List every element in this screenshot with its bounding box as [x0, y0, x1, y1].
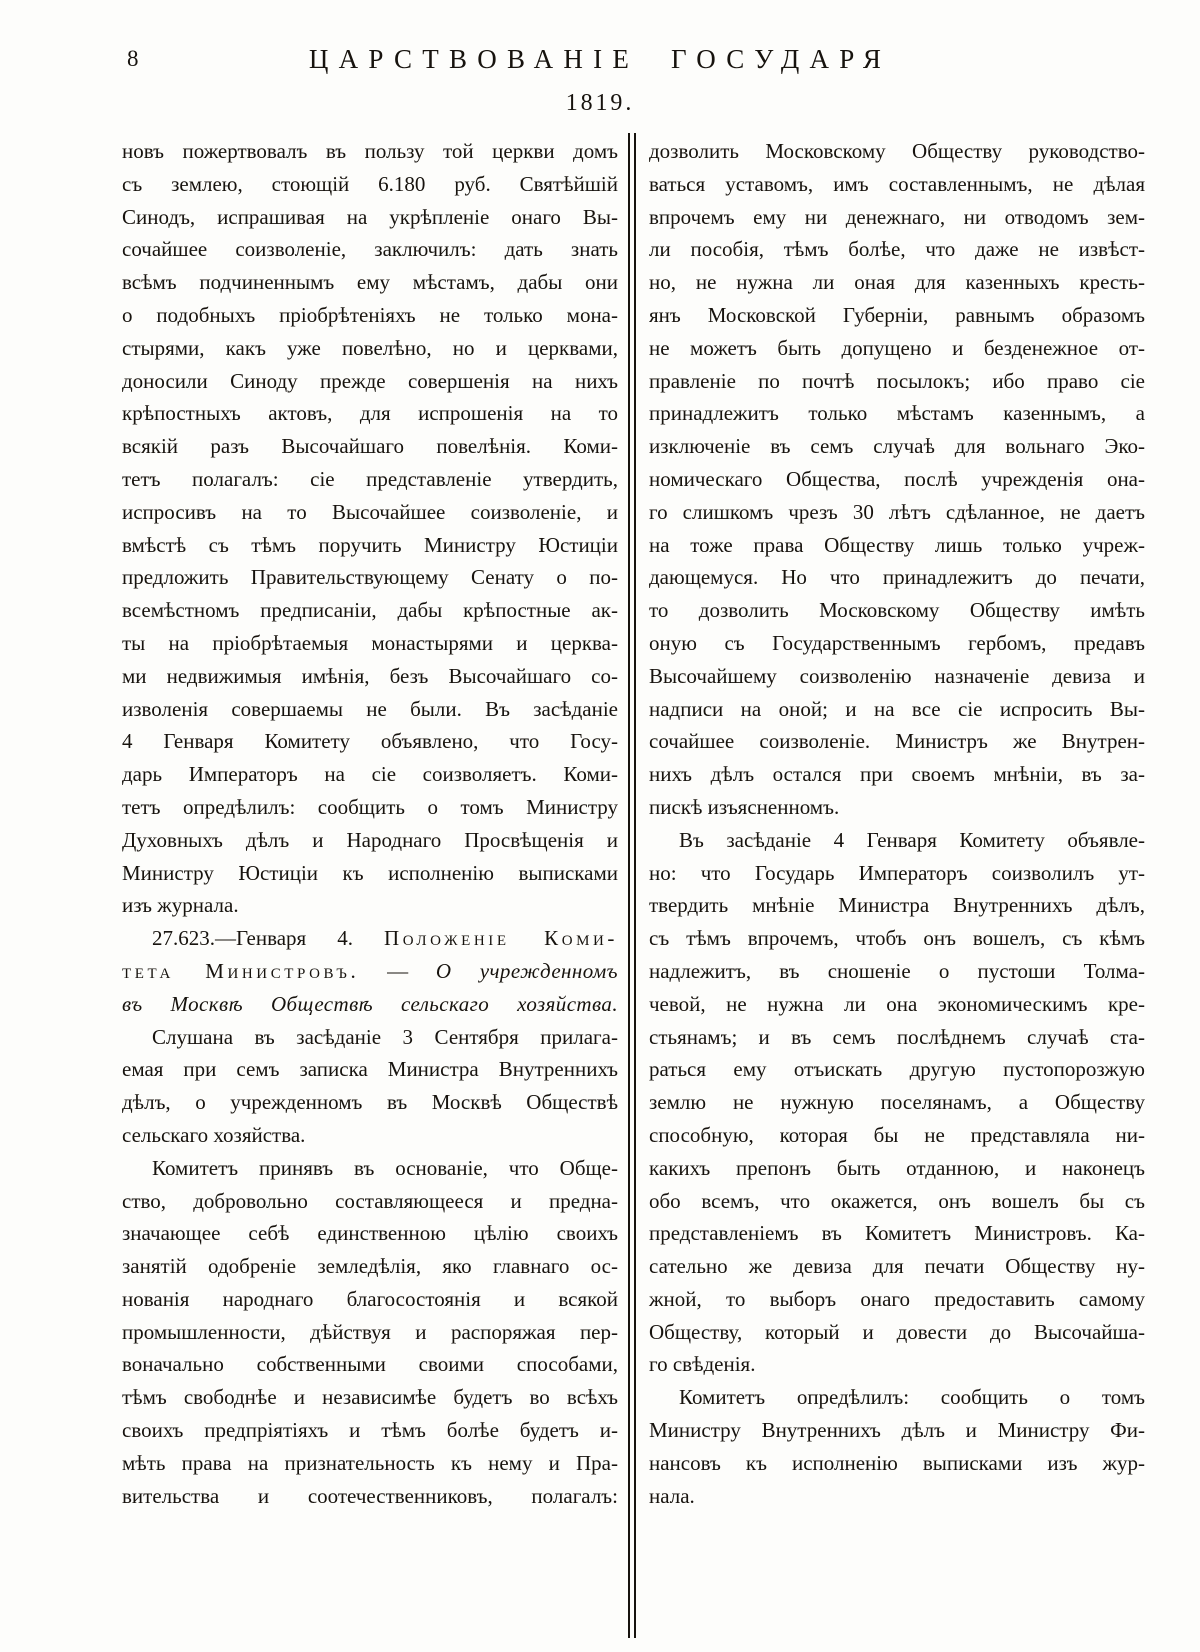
text-line	[649, 1086, 1145, 1119]
text-line	[122, 889, 618, 922]
text-line	[122, 758, 618, 791]
text-line	[122, 1480, 618, 1513]
text-line	[122, 397, 618, 430]
text-line	[122, 1250, 618, 1283]
body-text: дарь Императоръ на сіе соизволяетъ. Коми-	[122, 762, 618, 787]
text-line	[649, 430, 1145, 463]
body-text: номическаго Общества, послѣ учрежденія она-	[649, 466, 1145, 491]
body-text: доносили Синоду прежде совершенія на нихъ	[122, 368, 618, 393]
text-line	[122, 594, 618, 627]
body-text: Синодъ, испрашивая на укрѣпленіе онаго Вы-	[122, 204, 618, 229]
text-line	[122, 791, 618, 824]
body-text: изволенія совершаемы не были. Въ засѣданіе	[122, 696, 618, 721]
body-text: всѣмъ подчиненнымъ ему мѣстамъ, дабы они	[122, 270, 618, 295]
text-line	[649, 1447, 1145, 1480]
text-line	[649, 857, 1145, 890]
text-line	[122, 299, 618, 332]
body-text: но, не нужна ли оная для казенныхъ кресть-	[649, 270, 1145, 295]
text-line	[122, 1217, 618, 1250]
text-line	[122, 1053, 618, 1086]
body-text: дозволить Московскому Обществу руководство-	[649, 139, 1145, 163]
text-line	[649, 168, 1145, 201]
text-line	[122, 1185, 618, 1218]
text-line	[122, 266, 618, 299]
text-line	[122, 725, 618, 758]
text-line	[649, 561, 1145, 594]
body-text: впрочемъ ему ни денежнаго, ни отводомъ зем-	[649, 204, 1145, 229]
body-text: стьянамъ; и въ семъ послѣднемъ случаѣ ста-	[649, 1024, 1145, 1049]
body-text: ваться уставомъ, имъ составленнымъ, не дѣлая	[649, 171, 1145, 196]
text-line	[649, 1250, 1145, 1283]
body-text: о подобныхъ пріобрѣтеніяхъ не только мона-	[122, 302, 618, 327]
body-text: обо всемъ, что окажется, онъ вошелъ бы съ	[649, 1188, 1145, 1213]
text-line	[122, 1152, 618, 1185]
text-line	[649, 332, 1145, 365]
body-text: тѣмъ свободнѣе и независимѣе будетъ во всѣхъ	[122, 1385, 618, 1410]
text-line	[649, 201, 1145, 234]
text-line	[649, 660, 1145, 693]
body-text: на тоже права Обществу лишь только учреж-	[649, 532, 1145, 557]
body-text: жной, то выборъ онаго предоставить самому	[649, 1286, 1145, 1311]
body-text: но: что Государь Императоръ соизволилъ ут-	[649, 860, 1145, 885]
text-line	[122, 1414, 618, 1447]
body-text: всякій разъ Высочайшаго повелѣнія. Коми-	[122, 434, 618, 459]
text-line	[649, 1152, 1145, 1185]
text-line	[122, 824, 618, 857]
body-text: —	[359, 958, 436, 983]
body-text: вмѣстѣ съ тѣмъ поручить Министру Юстиціи	[122, 532, 618, 557]
body-text: Министру Внутреннихъ дѣлъ и Министру Фи-	[649, 1418, 1145, 1443]
entry-heading-smallcaps-text: тета Министровъ.	[122, 958, 360, 983]
text-line	[649, 266, 1145, 299]
text-line	[649, 1316, 1145, 1349]
text-line	[122, 233, 618, 266]
body-text: надлежитъ, въ сношеніе о пустоши Толма-	[649, 958, 1145, 983]
text-line	[122, 135, 618, 168]
text-line	[649, 1185, 1145, 1218]
body-text: промышленности, дѣйствуя и распоряжая пер-	[122, 1319, 618, 1344]
body-text: мѣть права на признательность къ нему и Пра-	[122, 1450, 618, 1475]
body-text: стырями, какъ уже повелѣно, но и церквами,	[122, 335, 618, 360]
body-text: ство, добровольно составляющееся и предна-	[122, 1188, 618, 1213]
text-line	[122, 660, 618, 693]
left-column	[122, 135, 618, 1512]
text-line	[649, 1217, 1145, 1250]
text-line	[122, 1086, 618, 1119]
entry-heading-italic-text: въ Москвѣ Обществѣ сельскаго хозяйства.	[122, 991, 618, 1016]
text-line	[122, 988, 618, 1021]
text-line	[649, 1119, 1145, 1152]
page-number: 8	[127, 46, 139, 71]
body-text: твердить мнѣніе Министра Внутреннихъ дѣлъ,	[649, 893, 1145, 918]
text-line	[122, 529, 618, 562]
body-text: какихъ препонъ быть отданною, и наконецъ	[649, 1155, 1145, 1180]
text-line	[649, 529, 1145, 562]
text-line	[122, 1021, 618, 1054]
text-line	[649, 955, 1145, 988]
body-text: представленіемъ въ Комитетъ Министровъ. Ка-	[649, 1221, 1145, 1246]
text-line	[122, 332, 618, 365]
body-text: воначально собственными своими способами,	[122, 1352, 618, 1377]
body-text: Высочайшему соизволенію назначеніе девиза и	[649, 663, 1145, 688]
text-line	[649, 889, 1145, 922]
text-line	[649, 1348, 1145, 1381]
body-text: съ землею, стоющій 6.180 руб. Святѣйшій	[122, 171, 618, 196]
body-text: принадлежитъ только мѣстамъ казеннымъ, а	[649, 401, 1145, 426]
text-line	[649, 1021, 1145, 1054]
text-line	[649, 1480, 1145, 1513]
text-line	[649, 1414, 1145, 1447]
body-text: тетъ опредѣлилъ: сообщить о томъ Министру	[122, 794, 618, 819]
body-text: съ тѣмъ впрочемъ, чтобъ онъ вошелъ, съ кѣмъ	[649, 926, 1145, 951]
body-text: янъ Московской Губерніи, равнымъ образомъ	[649, 302, 1145, 327]
body-text: ли пособія, тѣмъ болѣе, что даже не извѣст-	[649, 237, 1145, 262]
body-text: Обществу, который и довести до Высочайша-	[649, 1319, 1145, 1344]
body-text: оную съ Государственнымъ гербомъ, предавъ	[649, 630, 1145, 655]
text-line	[122, 496, 618, 529]
text-line	[649, 299, 1145, 332]
text-line	[649, 135, 1145, 168]
body-text: занятій одобреніе земледѣлія, яко главнаго ос-	[122, 1254, 618, 1279]
text-line	[649, 594, 1145, 627]
text-line	[122, 693, 618, 726]
body-text: крѣпостныхъ актовъ, для испрошенія на то	[122, 401, 618, 426]
text-line	[649, 463, 1145, 496]
text-line	[649, 791, 1145, 824]
text-line	[649, 1053, 1145, 1086]
text-line	[649, 725, 1145, 758]
body-text: го слишкомъ чрезъ 30 лѣтъ сдѣланное, не даетъ	[649, 499, 1145, 524]
text-line	[649, 365, 1145, 398]
text-line	[122, 627, 618, 660]
body-text: чевой, не нужна ли она экономическимъ кре-	[649, 991, 1145, 1016]
body-text: предложить Правительствующему Сенату о по-	[122, 565, 618, 590]
text-line	[122, 463, 618, 496]
text-line	[649, 693, 1145, 726]
body-text: сочайшее соизволеніе, заключилъ: дать знать	[122, 237, 618, 262]
body-text: тетъ полагалъ: сіе представленіе утвердить,	[122, 466, 618, 491]
text-line	[122, 1316, 618, 1349]
body-text: пискѣ изъясненномъ.	[649, 794, 840, 819]
text-line	[649, 496, 1145, 529]
right-column	[649, 135, 1145, 1512]
body-text: Комитетъ принявъ въ основаніе, что Обще-	[152, 1155, 618, 1180]
body-text: нансовъ къ исполненію выписками изъ жур-	[649, 1450, 1145, 1475]
entry-heading-italic-text: О учрежденномъ	[435, 958, 619, 983]
body-text: нихъ дѣлъ остался при своемъ мнѣніи, въ за-	[649, 762, 1145, 787]
text-line	[122, 365, 618, 398]
body-text: землю не нужную поселянамъ, а Обществу	[649, 1090, 1145, 1115]
body-text: надписи на оной; и на все сіе испросить Вы-	[649, 696, 1145, 721]
text-line	[122, 1283, 618, 1316]
text-line	[122, 430, 618, 463]
body-text: нала.	[649, 1483, 695, 1508]
text-line	[649, 1283, 1145, 1316]
body-text: Въ засѣданіе 4 Генваря Комитету объявле-	[679, 827, 1145, 852]
text-line	[122, 922, 618, 955]
text-line	[122, 168, 618, 201]
body-text: своихъ предпріятіяхъ и тѣмъ болѣе будетъ и-	[122, 1418, 618, 1443]
text-line	[122, 201, 618, 234]
year-heading: 1819.	[565, 90, 635, 116]
body-text: емая при семъ записка Министра Внутреннихъ	[122, 1057, 618, 1082]
text-line	[649, 922, 1145, 955]
body-text: 4 Генваря Комитету объявлено, что Госу-	[122, 729, 618, 754]
body-text: изключеніе въ семъ случаѣ для вольнаго Эко-	[649, 434, 1145, 459]
body-text: новъ пожертвовалъ въ пользу той церкви домъ	[122, 139, 618, 163]
text-line	[122, 561, 618, 594]
text-line	[122, 857, 618, 890]
text-line	[122, 1348, 618, 1381]
body-text: ми недвижимыя имѣнія, безъ Высочайшаго со-	[122, 663, 618, 688]
body-text: Министру Юстиціи къ исполненію выписками	[122, 860, 618, 885]
body-text: сельскаго хозяйства.	[122, 1122, 306, 1147]
body-text: испросивъ на то Высочайшее соизволеніе, и	[122, 499, 618, 524]
body-text: ты на пріобрѣтаемыя монастырями и церква-	[122, 630, 618, 655]
body-text: дающемуся. Но что принадлежитъ до печати,	[649, 565, 1145, 590]
body-text: го свѣденія.	[649, 1352, 756, 1377]
body-text: изъ журнала.	[122, 893, 239, 918]
body-text: Духовныхъ дѣлъ и Народнаго Просвѣщенія и	[122, 827, 618, 852]
column-divider-rule	[628, 133, 636, 1638]
running-title: ЦАРСТВОВАНІЕ ГОСУДАРЯ	[308, 44, 892, 74]
text-line	[649, 627, 1145, 660]
text-line	[122, 955, 618, 988]
body-text: нованія народнаго благосостоянія и всякой	[122, 1286, 618, 1311]
text-line	[649, 758, 1145, 791]
body-text: Слушана въ засѣданіе 3 Сентября прилага-	[152, 1024, 618, 1049]
text-line	[649, 824, 1145, 857]
body-text: раться ему отъискать другую пустопорозжую	[649, 1057, 1145, 1082]
body-text: дѣлъ, о учрежденномъ въ Москвѣ Обществѣ	[122, 1090, 618, 1115]
body-text: способную, которая бы не представляла ни-	[649, 1122, 1145, 1147]
body-text: значающее себѣ единственною цѣлію своихъ	[122, 1221, 618, 1246]
body-text: 27.623.—Генваря 4.	[152, 926, 384, 951]
body-text: сочайшее соизволеніе. Министръ же Внутрен-	[649, 729, 1145, 754]
body-text: то дозволить Московскому Обществу имѣть	[649, 598, 1145, 623]
text-line	[649, 397, 1145, 430]
text-line	[122, 1119, 618, 1152]
text-line	[649, 988, 1145, 1021]
text-line	[649, 233, 1145, 266]
text-line	[122, 1381, 618, 1414]
body-text: правленіе по почтѣ посылокъ; ибо право сіе	[649, 368, 1145, 393]
body-text: вительства и соотечественниковъ, полагалъ:	[122, 1483, 618, 1508]
body-text: Комитетъ опредѣлилъ: сообщить о томъ	[679, 1385, 1145, 1410]
body-text: всемѣстномъ предписаніи, дабы крѣпостные ак-	[122, 598, 618, 623]
entry-heading-smallcaps-text: Положеніе Коми-	[383, 926, 618, 951]
text-line	[122, 1447, 618, 1480]
text-line	[649, 1381, 1145, 1414]
body-text: не можетъ быть допущено и безденежное от-	[649, 335, 1145, 360]
body-text: сательно же девиза для печати Обществу ну-	[649, 1254, 1145, 1279]
